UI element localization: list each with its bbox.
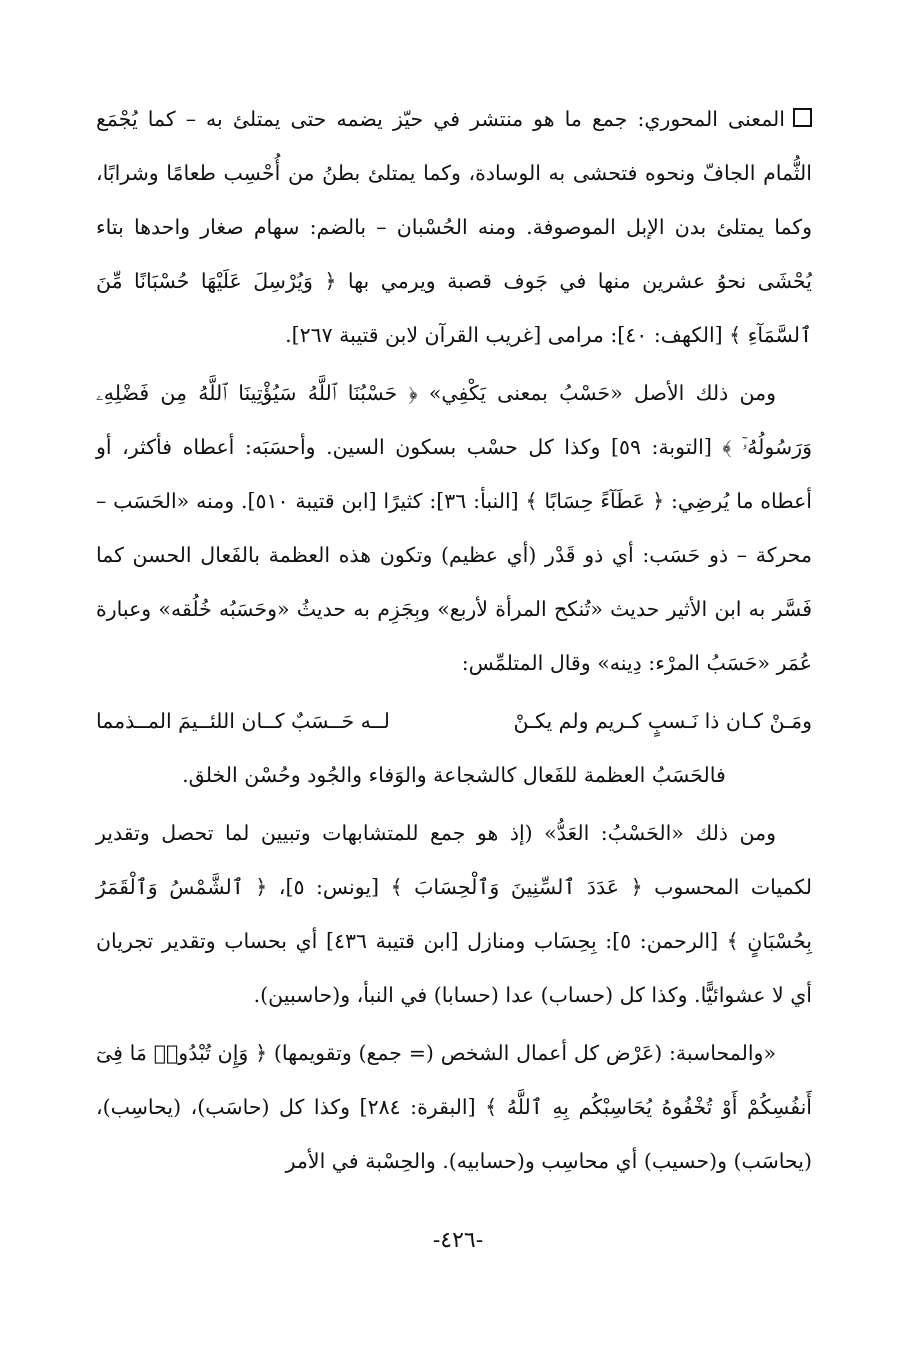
verse-explanation: فالحَسَبُ العظمة للفَعال كالشجاعة والوَفاء والجُود وحُسْن الخلق. xyxy=(182,763,726,787)
square-bullet-icon xyxy=(793,108,812,127)
paragraph-1-text: المعنى المحوري: جمع ما هو منتشر في حيّز يضمه حتى يمتلئ به – كما يُجْمَع الثُّمام الجافّ ونحوه فتحشى به الوسادة، وكما يمتلئ بطنُ من أُحْسِب طعامًا وشرابًا، وكما يمتلئ بدن الإبل الموصوفة. ومنه الحُسْبان – بالضم: سهام صغار واحدها بتاء يُحْشَى نحوُ عشرين منها في جَوف قصبة ويرمي بها ﴿ وَيُرْسِلَ عَلَيْهَا حُسْبَانًا مِّنَ ٱلسَّمَآءِ ﴾ [الكهف: ٤٠]: مرامى [غريب القرآن لابن قتيبة ٢٦٧]. xyxy=(96,107,812,347)
verse-second-hemistich: لــه حَــسَبٌ كــان اللئــيمَ المــذمما xyxy=(96,709,390,733)
paragraph-counting: ومن ذلك «الحَسْبُ: العَدُّ» (إذ هو جمع للمتشابهات وتبيين لما تحصل وتقدير لكميات المحسوب ﴿ عَدَدَ ٱلسِّنِينَ وَٱلْحِسَابَ ﴾ [يونس: ٥]، ﴿ ٱلشَّمْسُ وَٱلْقَمَرُ بِحُسْبَانٍ ﴾ [الرحمن: ٥]: بِحِسَاب ومنازل [ابن قتيبة ٤٣٦] أي بحساب وتقدير تجريان أي لا عشوائيًّا. وكذا كل (حساب) عدا (حسابا) في النبأ، و(حاسبين). xyxy=(96,821,813,1007)
verse-first-hemistich: ومَـنْ كـان ذا نَـسبٍ كـريم ولم يكـنْ xyxy=(513,709,812,733)
paragraph-muhasaba: «والمحاسبة: (عَرْض كل أعمال الشخص (= جمع) وتقويمها) ﴿ وَإِن تُبْدُوا۟ مَا فِىٓ أَنفُسِكُمْ أَوْ تُخْفُوهُ يُحَاسِبْكُم بِهِ ٱللَّهُ ﴾ [البقرة: ٢٨٤] وكذا كل (حاسَب)، (يحاسِب)، (يحاسَب) و(حسيب) أي محاسِب و(حسابيه). والحِسْبة في الأمر xyxy=(96,1041,812,1173)
poetry-verse xyxy=(96,694,812,748)
paragraph-core-meaning xyxy=(96,92,812,362)
page-number: -٤٢٦- xyxy=(432,1228,484,1253)
paragraph-hasb: ومن ذلك الأصل «حَسْبُ بمعنى يَكْفِي» ﴿ حَسْبُنَا ٱللَّهُ سَيُؤْتِينَا ٱللَّهُ مِن فَضْلِهِۦ وَرَسُولُهُۥٓ ﴾ [التوبة: ٥٩] وكذا كل حسْب بسكون السين. وأحسَبَه: أعطاه فأكثر، أو أعطاه ما يُرضِي: ﴿ عَطَآءً حِسَابًا ﴾ [النبأ: ٣٦]: كثيرًا [ابن قتيبة ٥١٠]. ومنه «الحَسَب – محركة – ذو حَسَب: أي ذو قَدْر (أي عظيم) وتكون هذه العظمة بالفَعال الحسن كما فَسَّر به ابن الأثير حديث «تُنكح المرأة لأربع» وبِجَزِم به حديثُ «وحَسَبُه خُلُقه» وعبارة عُمَر «حَسَبُ المرْء: دِينه» وقال المتلمِّس: xyxy=(96,381,812,675)
